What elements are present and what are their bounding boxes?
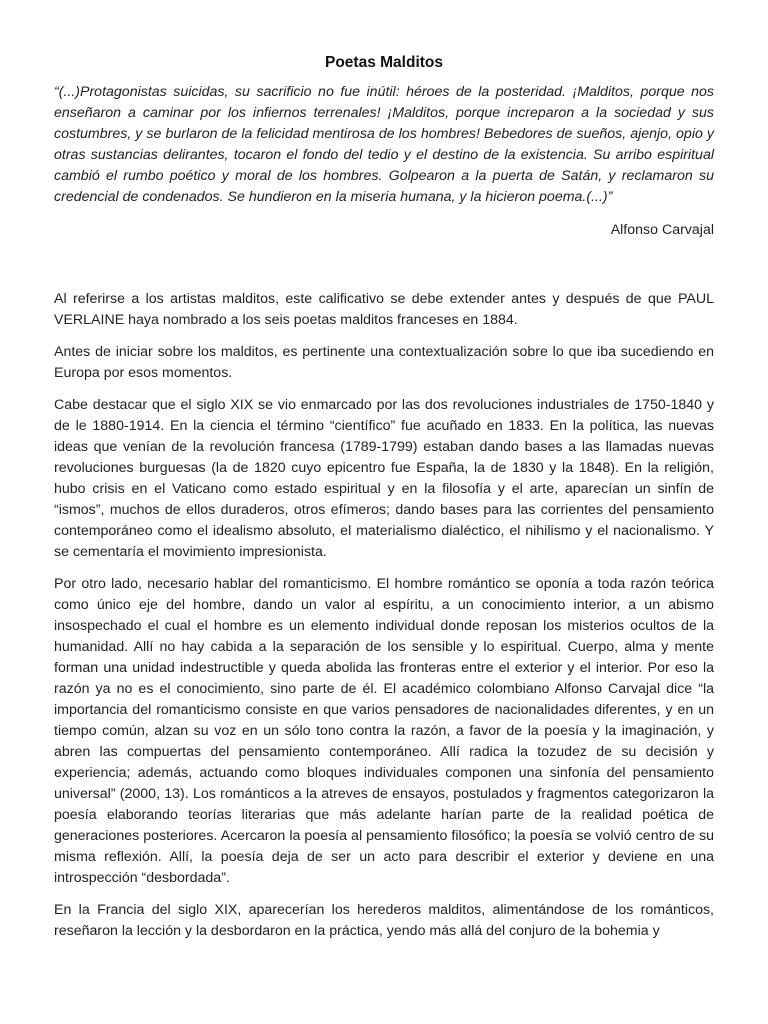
epigraph-quote: “(...)Protagonistas suicidas, su sacrificio no fue inútil: héroes de la posteridad. ¡Malditos, porque nos enseñaron a caminar por los infiernos terrenales! ¡Malditos, porque increparon a la sociedad y sus costumbres, y se burlaron de la felicidad mentirosa de los hombres! Bebedores de sueños, ajenjo, opio y otras sustancias delirantes, tocaron el fondo del tedio y el destino de la existencia. Su arribo espiritual cambió el rumbo poético y moral de los hombres. Golpearon a la puerta de Satán, y reclamaron su credencial de condenados. Se hundieron en la miseria humana, y la hicieron poema.(...)” bbox=[54, 84, 714, 205]
paragraph: Al referirse a los artistas malditos, este calificativo se debe extender antes y después de que PAUL VERLAINE haya nombrado a los seis poetas malditos franceses en 1884. bbox=[54, 291, 714, 328]
document-page bbox=[54, 54, 714, 953]
paragraph: En la Francia del siglo XIX, aparecerían los herederos malditos, alimentándose de los románticos, reseñaron la lección y la desbordaron en la práctica, yendo más allá del conjuro de la bohemia y bbox=[54, 902, 714, 939]
paragraph: Cabe destacar que el siglo XIX se vio enmarcado por las dos revoluciones industriales de 1750-1840 y de le 1880-1914. En la ciencia el término “científico” fue acuñado en 1833. En la política, las nuevas ideas que venían de la revolución francesa (1789-1799) estaban dando bases a las llamadas nuevas revoluciones burguesas (la de 1820 cuyo epicentro fue España, la de 1830 y la 1848). En la religión, hubo crisis en el Vaticano como estado espiritual y en la filosofía y el arte, aparecían un sinfín de “ismos”, muchos de ellos duraderos, otros efímeros; dando bases para las corrientes del pensamiento contemporáneo como el idealismo absoluto, el materialismo dialéctico, el nihilismo y el nacionalismo. Y se cementaría el movimiento impresionista. bbox=[54, 397, 714, 560]
paragraph: Por otro lado, necesario hablar del romanticismo. El hombre romántico se oponía a toda razón teórica como único eje del hombre, dando un valor al espíritu, a un conocimiento interior, a un abismo insospechado el cual el hombre es un elemento individual donde reposan los misterios ocultos de la humanidad. Allí no hay cabida a la separación de los sensible y lo espiritual. Cuerpo, alma y mente forman una unidad indestructible y queda abolida las fronteras entre el exterior y el interior. Por eso la razón ya no es el conocimiento, sino parte de él. El académico colombiano Alfonso Carvajal dice “la importancia del romanticismo consiste en que varios pensadores de nacionalidades diferentes, y en un tiempo común, alzan su voz en un sólo tono contra la razón, a favor de la poesía y la imaginación, y abren las compuertas del pensamiento contemporáneo. Allí radica la tozudez de su decisión y experiencia; además, actuando como bloques individuales componen una sinfonía del pensamiento universal” (2000, 13). Los románticos a la atreves de ensayos, postulados y fragmentos categorizaron la poesía elaborando teorías literarias que más adelante harían parte de la realidad poética de generaciones posteriores. Acercaron la poesía al pensamiento filosófico; la poesía se volvió centro de su misma reflexión. Allí, la poesía deja de ser un acto para describir el exterior y deviene en una introspección “desbordada”. bbox=[54, 576, 714, 886]
document-body bbox=[54, 289, 714, 942]
epigraph-author: Alfonso Carvajal bbox=[610, 222, 714, 238]
document-title: Poetas Malditos bbox=[325, 54, 443, 71]
paragraph: Antes de iniciar sobre los malditos, es pertinente una contextualización sobre lo que iba sucediendo en Europa por esos momentos. bbox=[54, 344, 714, 381]
